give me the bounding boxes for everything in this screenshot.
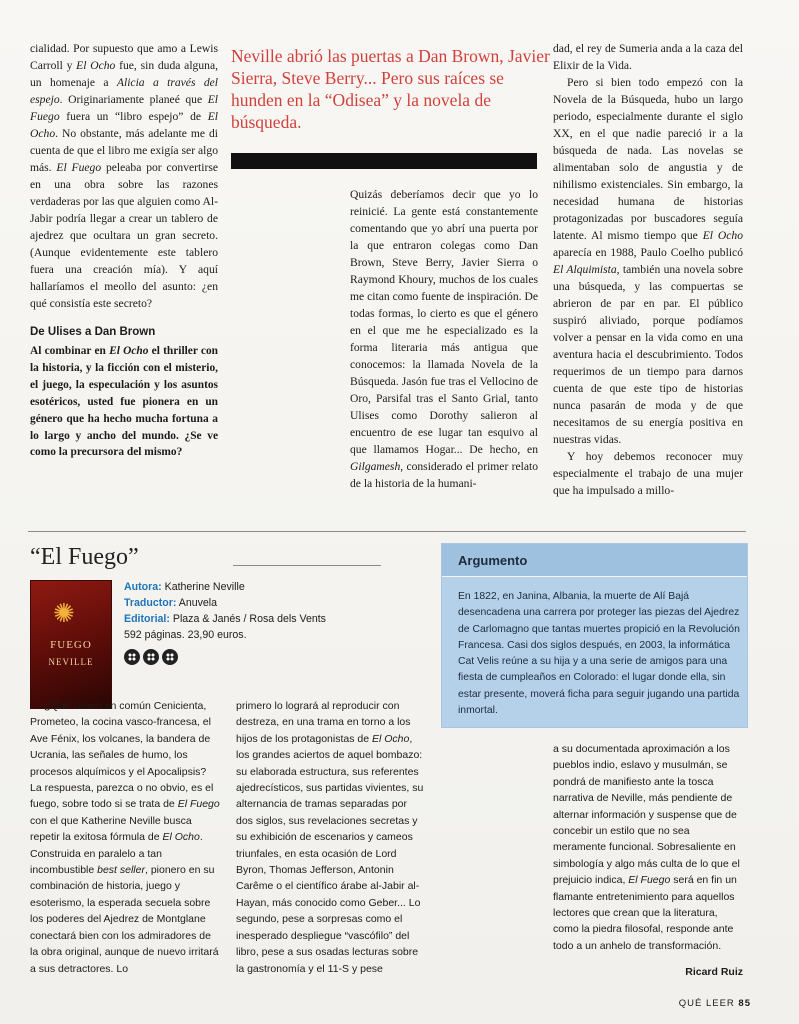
review-column-1: ¿Qué tienen en común Cenicienta, Prometeo, la cocina vasco-francesa, el Ave Fénix, los volcanes, la bandera de Ucrania, las señales de humo, los procesos alquímicos y el Apocalipsis? La respuesta, parezca o no obvio, es el fuego, sobre todo si se trata de El Fuego con el que Katherine Neville busca repetir la exitosa fórmula de El Ocho. Construida en paralelo a tan incombustible best seller, pionero en su combinación de historia, juego y esoterismo, la esperada secuela sobre los poderes del Ajedrez de Montglane conectará bien con los admiradores de la obra original, aunque de nuevo irritará a sus detractores. Lo (30, 700, 220, 975)
die-icon (143, 649, 159, 665)
cover-title: FUEGO (50, 639, 92, 651)
pull-quote: Neville abrió las puertas a Dan Brown, Javier Sierra, Steve Berry... Pero sus raíces se hunden en la “Odisea” y la novela de búsqueda. (231, 46, 550, 132)
die-icon (124, 649, 140, 665)
publisher-row: Editorial: Plaza & Janés / Rosa dels Vents (124, 613, 326, 625)
col3-paragraph-1: dad, el rey de Sumeria anda a la caza del Elixir de la Vida. (553, 42, 743, 72)
column-1 (30, 40, 218, 461)
translator-row: Traductor: Anuvela (124, 597, 218, 609)
col3-paragraph-3: Y hoy debemos reconocer muy especialmente el trabajo de una mujer que ha impulsado a millo- (553, 450, 743, 497)
author-row: Autora: Katherine Neville (124, 581, 245, 593)
column-3 (553, 40, 743, 499)
decorative-bar (231, 153, 537, 169)
review-signature: Ricard Ruiz (685, 966, 743, 978)
section-divider (28, 531, 746, 532)
title-underline (233, 565, 381, 566)
argumento-box (441, 543, 748, 728)
column-2 (350, 186, 538, 492)
pages-price: 592 páginas. 23,90 euros. (124, 629, 247, 641)
col3-paragraph-2: Pero si bien todo empezó con la Novela de la Búsqueda, hubo un largo periodo, especialmente durante el siglo XX, en el que nadie pareció ir a la búsqueda de nada. Las novelas se alimentaban solo de angustia y de nihilismo existenciales. Sin embargo, la necesidad humana de historias protagonizadas por buscadores seguía latente. Al mismo tiempo que El Ocho aparecía en 1988, Paulo Coelho publicó El Alquimista, también una novela sobre una búsqueda, y las compuertas se abrieron de par en par. El público suspiró aliviado, porque podíamos volver a pensar en la vida como en una aventura hacia el descubrimiento. Todos requerimos de un tiempo para darnos cuenta de que este tipo de historias nunca pasarán de moda y de que necesitamos de su energía positiva en nuestras vidas. (553, 76, 744, 446)
rating-dice (124, 649, 186, 665)
flame-icon: ✺ (53, 599, 75, 628)
interview-question: Al combinar en El Ocho el thriller con la historia, y la ficción con el misterio, el juego, la especulación y los asuntos esotéricos, usted fue pionera en un género que ha hecho mucha fortuna a lo largo y ancho del mundo. ¿Se ve como la precursora del mismo? (30, 345, 219, 459)
argumento-header: Argumento (442, 544, 747, 577)
book-title: “El Fuego” (30, 544, 139, 570)
page-footer: QUÉ LEER 85 (678, 998, 751, 1009)
book-metadata (124, 579, 326, 643)
section-subheading: De Ulises a Dan Brown (30, 326, 156, 338)
argumento-text: En 1822, en Janina, Albania, la muerte de Alí Bajá desencadena una carrera por proteger las piezas del Ajedrez de Carlomagno que tantas muertes propició en la Revolución Francesa. Casi dos siglos después, en 2003, la informática Cat Velis reúne a su hija y a una serie de amigos para una fiesta de cumpleaños en Colorado: el lugar donde ella, sin estar presente, moverá ficha para seguir jugando una partida inmortal. (458, 591, 740, 717)
die-icon (162, 649, 178, 665)
review-column-3: a su documentada aproximación a los pueblos indio, eslavo y musulmán, se pondrá de manifiesto ante la tosca narrativa de Neville, más pendiente de alternar información y suspense que de concebir un estilo que no sea meramente funcional. Sobresaliente en simbología y algo más culta de lo que el prejuicio indica, El Fuego será en fin un flamante entretenimiento para aquellos lectores que crean que la literatura, como la piedra filosofal, responde ante todo a un anhelo de transformación. (553, 743, 740, 952)
col1-paragraph: cialidad. Por supuesto que amo a Lewis Carroll y El Ocho fue, sin duda alguna, un homenaje a Alicia a través del espejo. Originariamente planeé que El Fuego fuera un “libro espejo” de El Ocho. No obstante, más adelante me di cuenta de que el libro me exigía ser algo más. El Fuego peleaba por convertirse en una obra sobre las razones verdaderas por las que alguien como Al-Jabir podría llegar a crear un tablero de ajedrez que ocultara un gran secreto. (Aunque evidentemente este tablero fuera una creación mía). Y aquí hallaríamos el meollo del asunto: ¿en qué consistía este secreto? (30, 42, 218, 310)
col2-paragraph: Quizás deberíamos decir que yo lo reinicié. La gente está constantemente comentando que yo abrí una puerta por la que entraron colegas como Dan Brown, Steve Berry, Javier Sierra o Raymond Khoury, muchos de los cuales me citan como fuente de inspiración. De todas formas, lo cierto es que el género en el que me he especializado es la forma literaria más antigua que conocemos: la llamada Novela de la Búsqueda. Jasón fue tras el Vellocino de Oro, Parsifal tras el Santo Grial, tanto Ulises como Dorothy salieron al encuentro de ese lugar tan esquivo al que llamamos Hogar... De hecho, en Gilgamesh, considerado el primer relato de la historia de la humani- (350, 188, 538, 490)
cover-author: NEVILLE (48, 657, 94, 667)
book-cover-image (30, 580, 112, 709)
review-column-2: primero lo logrará al reproducir con destreza, en una trama en torno a los hijos de los protagonistas de El Ocho, los grandes aciertos de aquel bombazo: su elaborada estructura, sus referentes ajedrecísticos, sus partidas vivientes, su alternancia de tramas separadas por dos siglos, sus revelaciones secretas y su exhibición de escenarios y cameos triunfales, en esta ocasión de Lord Byron, Thomas Jefferson, Antonin Carême o el científico árabe al-Jabir al-Hayan, más conocido como Geber... Lo segundo, pese a sorpresas como el inesperado despliegue “vascófilo” del libro, pese a sus osadas lecturas sobre la gastronomía y el 11-S y pese (236, 700, 424, 975)
